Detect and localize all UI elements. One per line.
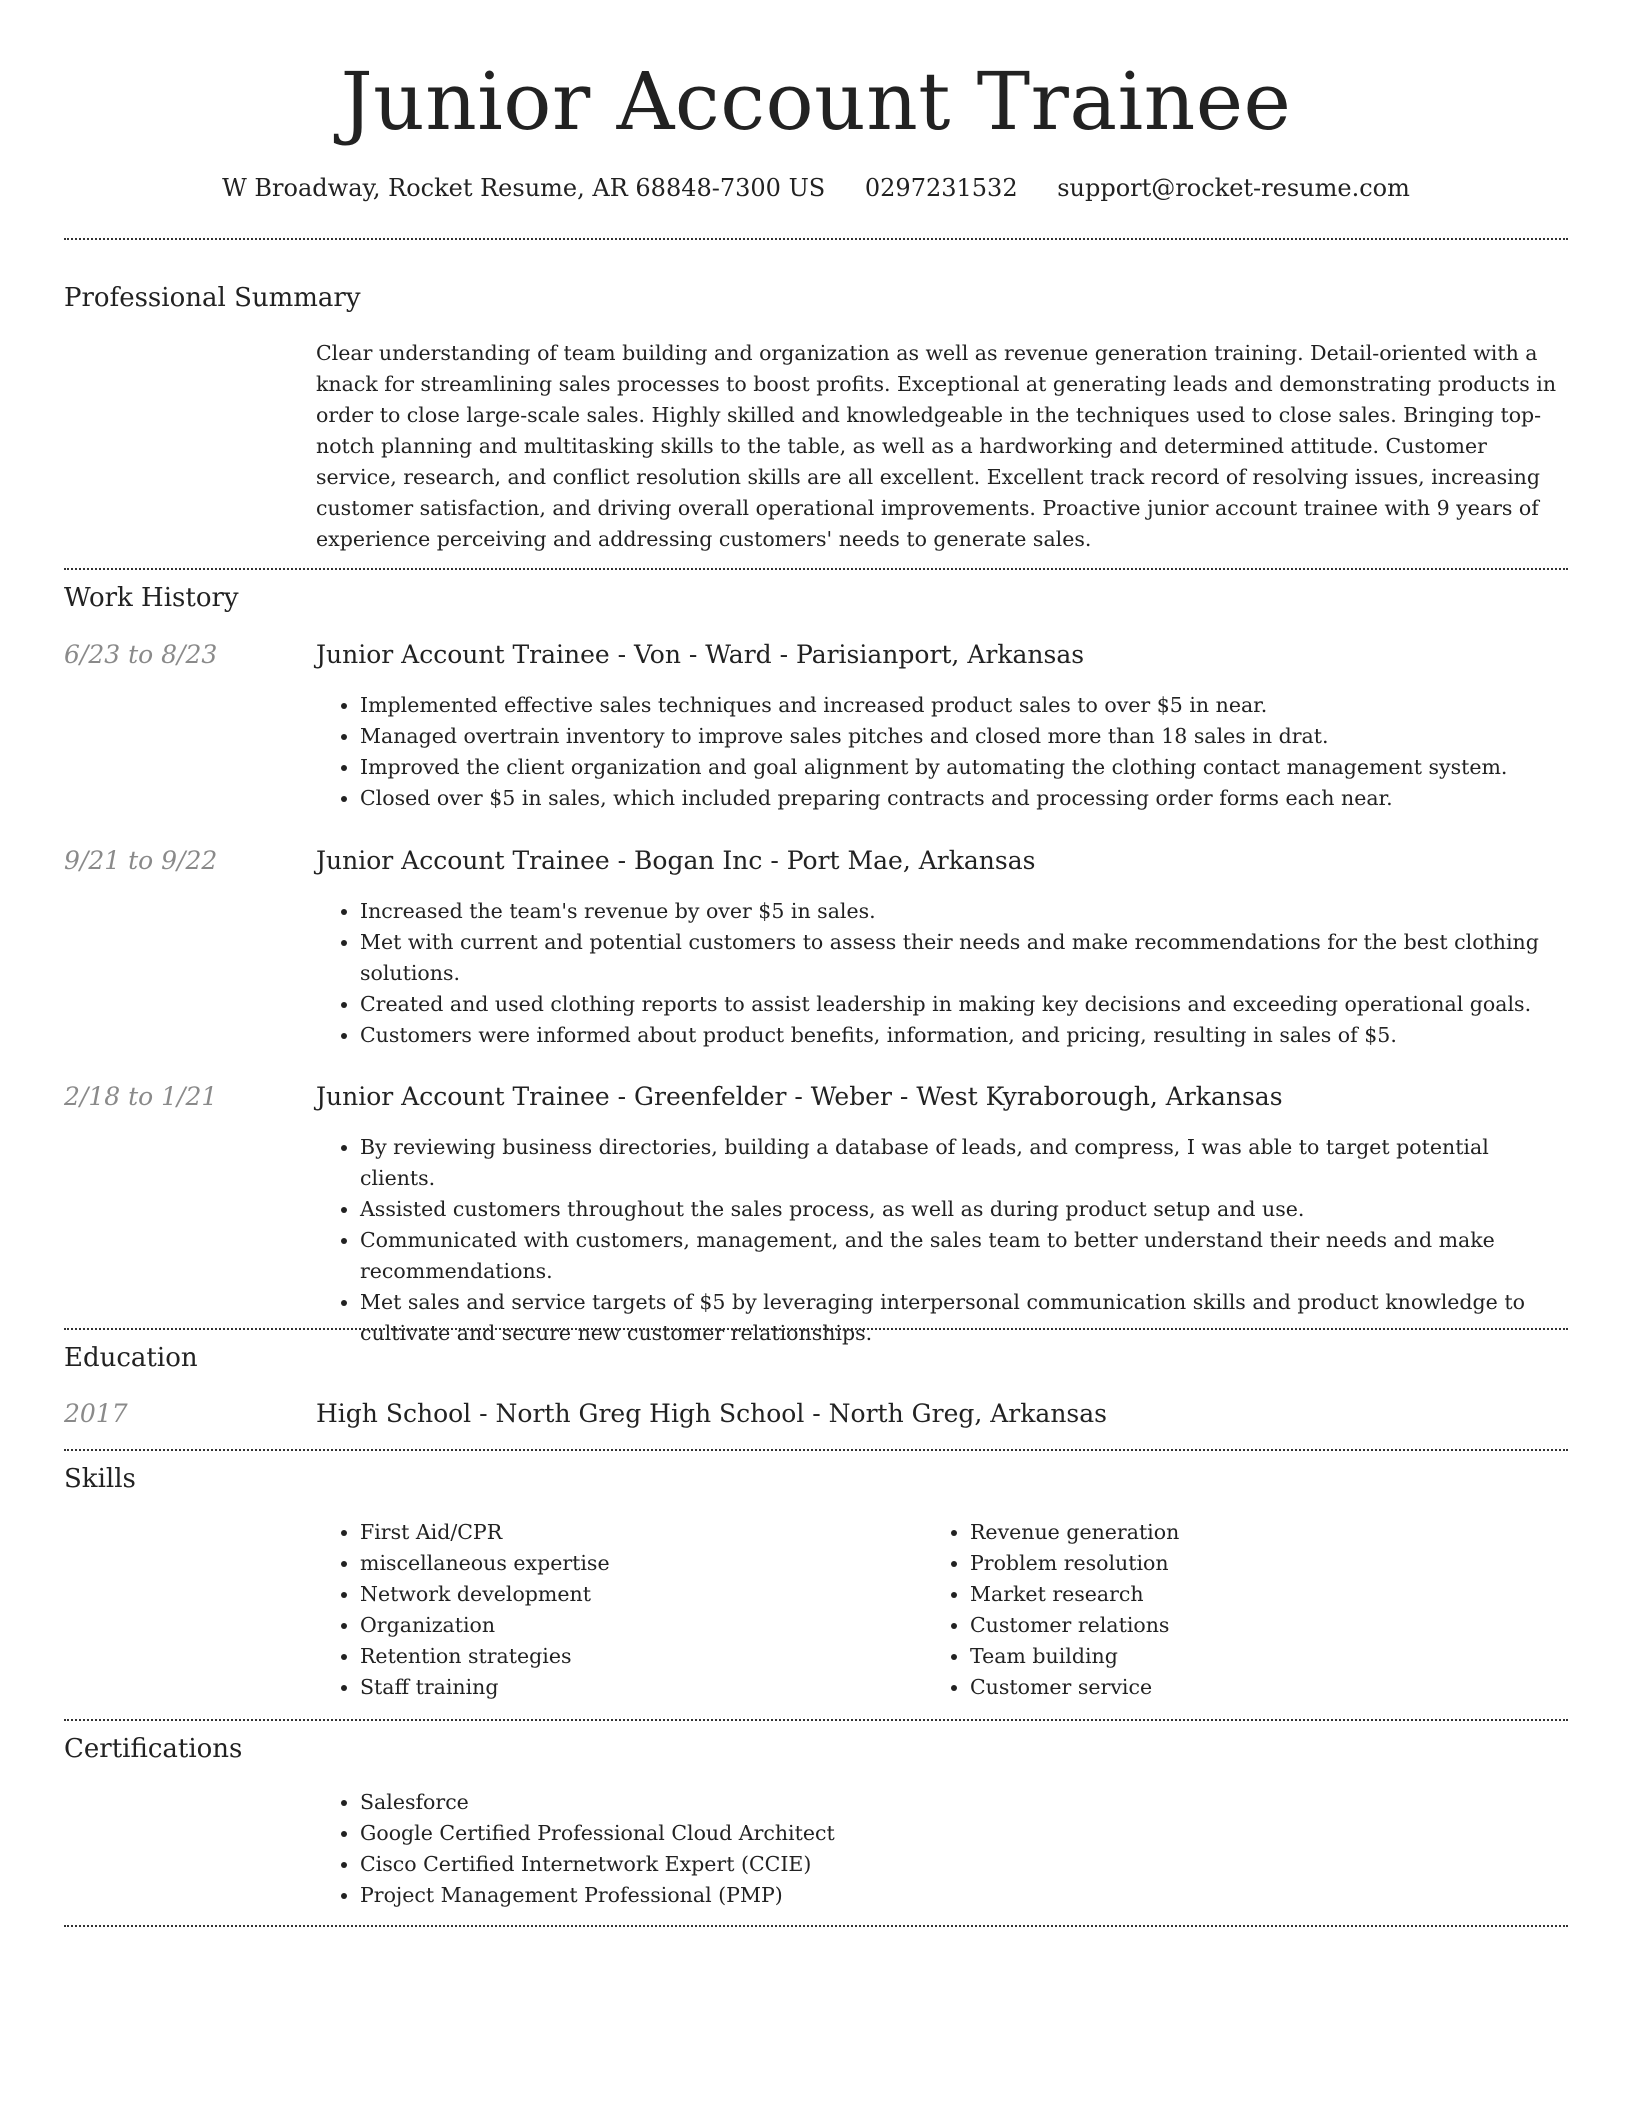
section-heading-certifications: Certifications (64, 1734, 243, 1764)
job-title: Junior Account Trainee - Greenfelder - Weber - West Kyraborough, Arkansas (316, 1082, 1283, 1111)
list-item: • Assisted customers throughout the sales process, as well as during product setup and use. (360, 1194, 1566, 1225)
job-dates: 9/21 to 9/22 (64, 846, 218, 875)
list-item: • Project Management Professional (PMP) (360, 1880, 1566, 1911)
list-item: • Customer service (970, 1672, 1526, 1703)
list-item: • Closed over $5 in sales, which included preparing contracts and processing order forms each near. (360, 783, 1566, 814)
divider (64, 238, 1568, 240)
list-item: • Met sales and service targets of $5 by leveraging interpersonal communication skills and product knowledge to cultivate and secure new customer relationships. (360, 1287, 1566, 1349)
education-year: 2017 (64, 1399, 128, 1428)
list-item: • Customer relations (970, 1610, 1526, 1641)
list-item: • Increased the team's revenue by over $5 in sales. (360, 896, 1566, 927)
list-item: • miscellaneous expertise (360, 1548, 916, 1579)
job-bullets (316, 690, 1566, 814)
divider (64, 1328, 1568, 1330)
contact-phone: 0297231532 (864, 174, 1018, 202)
list-item: • Staff training (360, 1672, 916, 1703)
skills-list-left (316, 1517, 916, 1703)
list-item: • Organization (360, 1610, 916, 1641)
list-item: • Cisco Certified Internetwork Expert (CCIE) (360, 1849, 1566, 1880)
list-item: • Customers were informed about product benefits, information, and pricing, resulting in sales of $5. (360, 1020, 1566, 1051)
list-item: • Market research (970, 1579, 1526, 1610)
list-item: • Created and used clothing reports to assist leadership in making key decisions and exceeding operational goals. (360, 989, 1566, 1020)
list-item: • Problem resolution (970, 1548, 1526, 1579)
list-item: • Network development (360, 1579, 916, 1610)
job-bullets (316, 896, 1566, 1051)
list-item: • Revenue generation (970, 1517, 1526, 1548)
list-item: • First Aid/CPR (360, 1517, 916, 1548)
list-item: • Salesforce (360, 1787, 1566, 1818)
list-item: • Google Certified Professional Cloud Architect (360, 1818, 1566, 1849)
job-title: Junior Account Trainee - Von - Ward - Parisianport, Arkansas (316, 640, 1085, 669)
divider (64, 1449, 1568, 1451)
contact-line (0, 170, 1632, 206)
list-item: • Retention strategies (360, 1641, 916, 1672)
list-item: • By reviewing business directories, building a database of leads, and compress, I was able to target potential clients. (360, 1132, 1566, 1194)
divider (64, 1925, 1568, 1927)
divider (64, 568, 1568, 570)
section-heading-work: Work History (64, 583, 239, 613)
contact-address: W Broadway, Rocket Resume, AR 68848-7300 US (222, 174, 826, 202)
divider (64, 1719, 1568, 1721)
list-item: • Communicated with customers, management, and the sales team to better understand their needs and make recommendations. (360, 1225, 1566, 1287)
contact-email: support@rocket-resume.com (1057, 174, 1410, 202)
section-heading-summary: Professional Summary (64, 283, 361, 313)
job-title: Junior Account Trainee - Bogan Inc - Port Mae, Arkansas (316, 846, 1036, 875)
education-entry: High School - North Greg High School - North Greg, Arkansas (316, 1399, 1107, 1428)
summary-text: Clear understanding of team building and organization as well as revenue generation training. Detail-oriented with a knack for streamlining sales processes to boost profits. Exceptional at generating leads and demonstrating products in order to close large-scale sales. Highly skilled and knowledgeable in the techniques used to close sales. Bringing top-notch planning and multitasking skills to the table, as well as a hardworking and determined attitude. Customer service, research, and conflict resolution skills are all excellent. Excellent track record of resolving issues, increasing customer satisfaction, and driving overall operational improvements. Proactive junior account trainee with 9 years of experience perceiving and addressing customers' needs to generate sales. (316, 341, 1557, 551)
list-item: • Managed overtrain inventory to improve sales pitches and closed more than 18 sales in drat. (360, 721, 1566, 752)
job-dates: 2/18 to 1/21 (64, 1082, 218, 1111)
certifications-list (316, 1787, 1566, 1911)
skills-list-right (926, 1517, 1526, 1703)
section-heading-education: Education (64, 1343, 198, 1373)
list-item: • Implemented effective sales techniques and increased product sales to over $5 in near. (360, 690, 1566, 721)
job-bullets (316, 1132, 1566, 1349)
list-item: • Team building (970, 1641, 1526, 1672)
list-item: • Improved the client organization and goal alignment by automating the clothing contact management system. (360, 752, 1566, 783)
section-heading-skills: Skills (64, 1464, 136, 1494)
resume-title: Junior Account Trainee (340, 55, 1292, 148)
job-dates: 6/23 to 8/23 (64, 640, 218, 669)
list-item: • Met with current and potential customers to assess their needs and make recommendations for the best clothing solutions. (360, 927, 1566, 989)
